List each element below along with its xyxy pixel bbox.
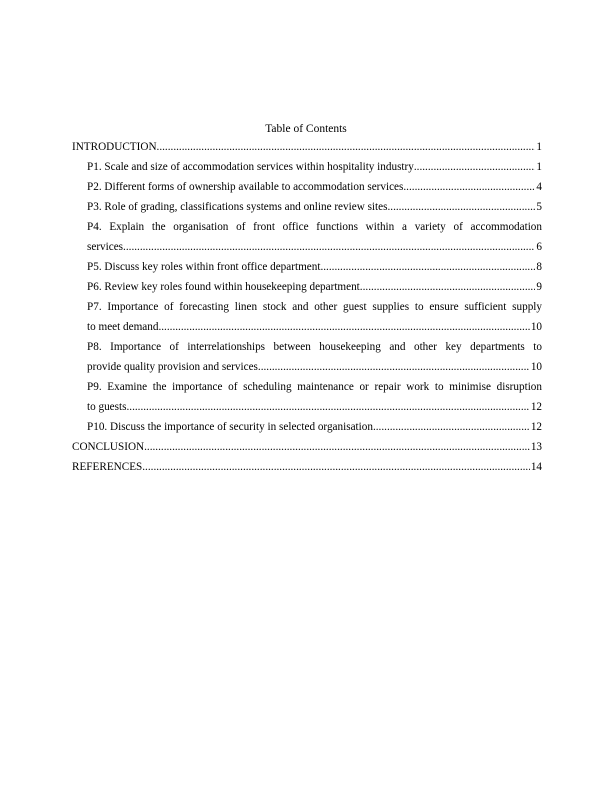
toc-entry[interactable] bbox=[72, 217, 542, 257]
toc-entry-page-number: 1 bbox=[536, 141, 542, 153]
toc-entry-page-number: 5 bbox=[536, 201, 542, 213]
toc-entry-text: provide quality provision and services bbox=[87, 361, 258, 373]
toc-entry[interactable] bbox=[72, 277, 542, 297]
toc-entry-page-number: 10 bbox=[530, 361, 542, 373]
toc-entry[interactable] bbox=[72, 157, 542, 177]
toc-entry[interactable] bbox=[72, 257, 542, 277]
toc-entry-text: P3. Role of grading, classifications systems and online review sites bbox=[87, 201, 388, 213]
dot-leader bbox=[320, 257, 535, 277]
toc-entry[interactable] bbox=[72, 137, 542, 157]
toc-entry-page-number: 12 bbox=[530, 421, 542, 433]
toc-entry-text: services bbox=[87, 241, 124, 253]
toc-entry-text: P6. Review key roles found within housekeeping department bbox=[87, 281, 360, 293]
toc-entry[interactable] bbox=[72, 377, 542, 417]
toc-entry-text-first-line: P7. Importance of forecasting linen stock and other guest supplies to ensure sufficient supply bbox=[87, 301, 542, 313]
toc-entry-page-number: 14 bbox=[530, 461, 542, 473]
dot-leader bbox=[258, 357, 530, 377]
toc-entry-page-number: 1 bbox=[536, 161, 542, 173]
toc-entry[interactable] bbox=[72, 437, 542, 457]
toc-entry-text: REFERENCES bbox=[72, 461, 143, 473]
toc-entry[interactable] bbox=[72, 337, 542, 377]
dot-leader bbox=[126, 397, 529, 417]
dot-leader bbox=[403, 177, 535, 197]
toc-entry-page-number: 13 bbox=[530, 441, 542, 453]
toc-entry[interactable] bbox=[72, 297, 542, 337]
toc-entry-text: P2. Different forms of ownership available to accommodation services bbox=[87, 181, 404, 193]
toc-entry-text: P5. Discuss key roles within front office department bbox=[87, 261, 321, 273]
dot-leader bbox=[123, 237, 535, 257]
dot-leader bbox=[387, 197, 535, 217]
toc-entry[interactable] bbox=[72, 417, 542, 437]
dot-leader bbox=[414, 157, 536, 177]
toc-entry-page-number: 4 bbox=[536, 181, 542, 193]
table-of-contents bbox=[72, 137, 542, 477]
dot-leader bbox=[142, 457, 530, 477]
toc-entry-text: INTRODUCTION bbox=[72, 141, 157, 153]
dot-leader bbox=[373, 417, 530, 437]
toc-entry[interactable] bbox=[72, 457, 542, 477]
toc-entry-text: to guests bbox=[87, 401, 127, 413]
dot-leader bbox=[158, 317, 529, 337]
toc-entry-text-first-line: P4. Explain the organisation of front office functions within a variety of accommodation bbox=[87, 221, 542, 233]
dot-leader bbox=[144, 437, 530, 457]
toc-entry-text: P10. Discuss the importance of security in selected organisation bbox=[87, 421, 373, 433]
toc-entry-page-number: 9 bbox=[536, 281, 542, 293]
dot-leader bbox=[157, 137, 536, 157]
toc-entry-page-number: 10 bbox=[530, 321, 542, 333]
toc-entry-text-first-line: P9. Examine the importance of scheduling maintenance or repair work to minimise disruption bbox=[87, 381, 542, 393]
toc-entry-page-number: 8 bbox=[536, 261, 542, 273]
toc-entry-text: CONCLUSION bbox=[72, 441, 145, 453]
toc-title: Table of Contents bbox=[265, 123, 347, 135]
toc-entry-page-number: 12 bbox=[530, 401, 542, 413]
toc-entry[interactable] bbox=[72, 177, 542, 197]
toc-entry-text-first-line: P8. Importance of interrelationships between housekeeping and other key departments to bbox=[87, 341, 542, 353]
toc-entry-text: to meet demand bbox=[87, 321, 159, 333]
dot-leader bbox=[360, 277, 536, 297]
toc-entry-page-number: 6 bbox=[536, 241, 542, 253]
toc-entry-text: P1. Scale and size of accommodation services within hospitality industry bbox=[87, 161, 414, 173]
toc-entry[interactable] bbox=[72, 197, 542, 217]
